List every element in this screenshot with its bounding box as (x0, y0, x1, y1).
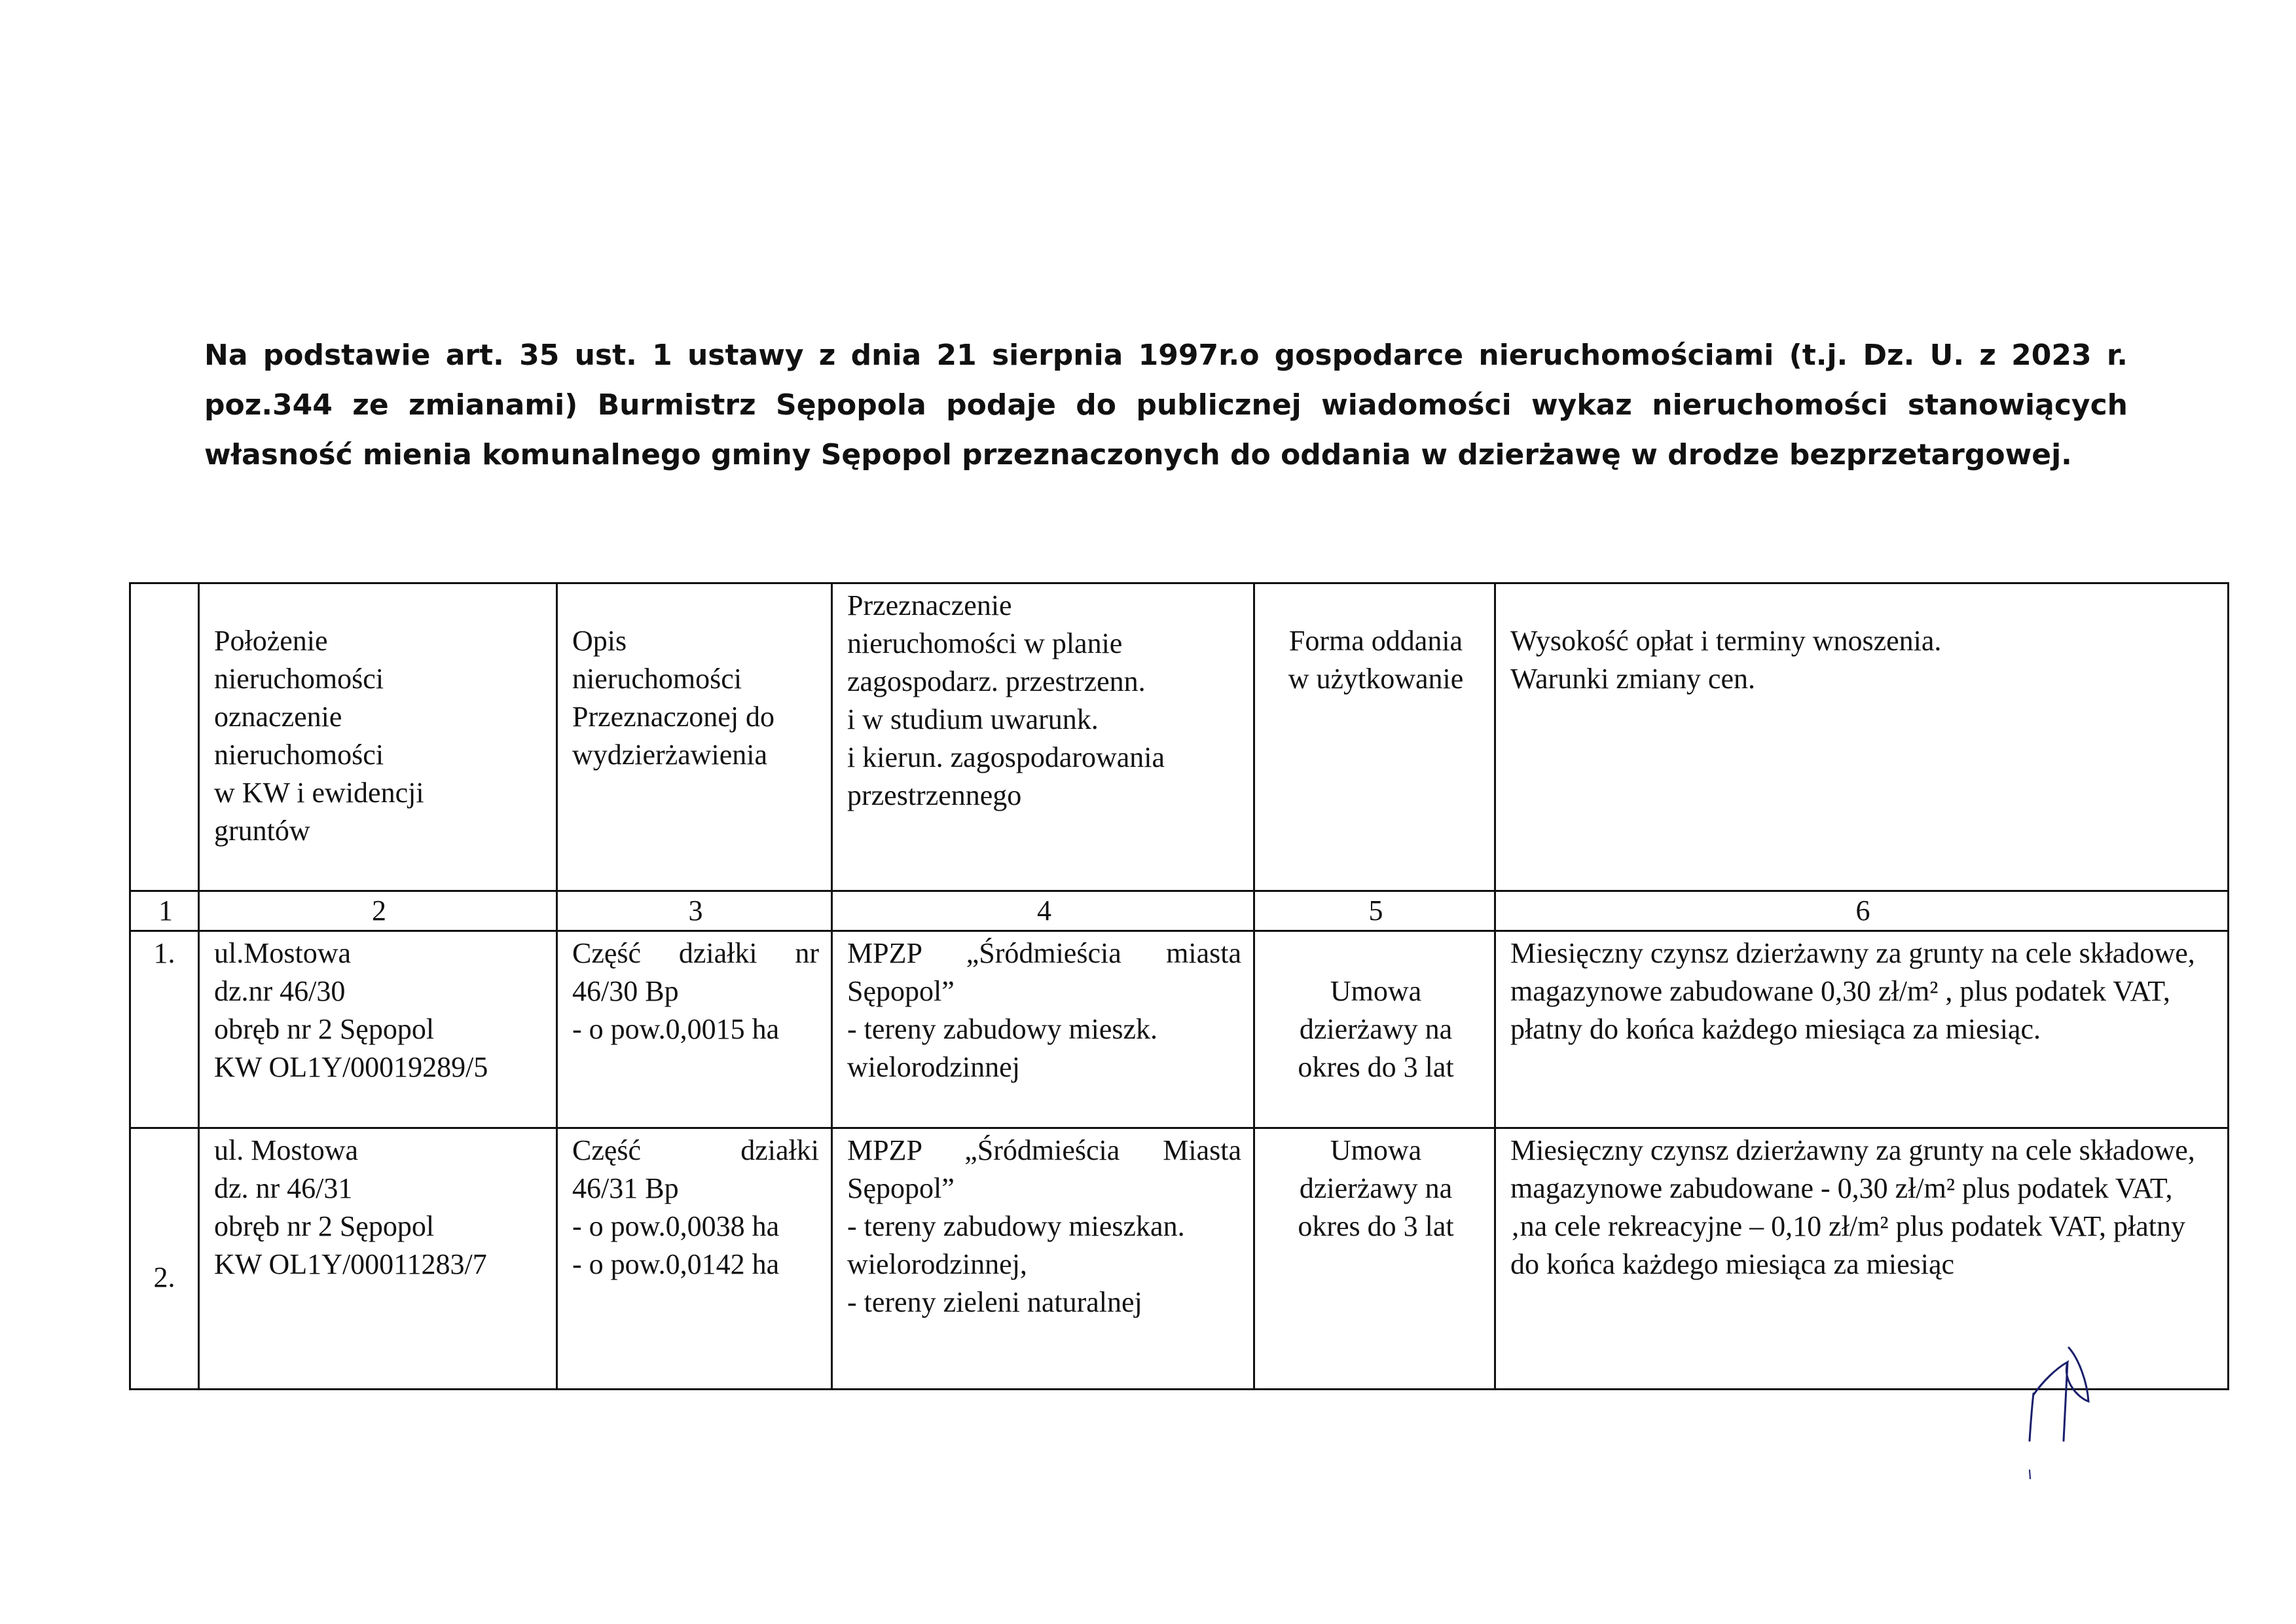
header-form-line: Forma oddania (1288, 625, 1463, 657)
intro-paragraph: Na podstawie art. 35 ust. 1 ustawy z dnia 21 sierpnia 1997r.o gospodarce nieruchomościami (t.j. Dz. U. z 2023 r. poz.344 ze zmianami) Burmistrz Sępopola podaje do publicznej wiadomości wykaz nieruchomości stanowiących własność mienia komunalnego gminy Sępopol przeznaczonych do oddania w dzierżawę w drodze bezprzetargowej. (204, 339, 2128, 471)
header-description-line: wydzierżawienia (572, 739, 768, 771)
purpose-line: MPZP „Śródmieścia Miasta (847, 1134, 1241, 1166)
header-location-line: Położenie (214, 625, 328, 657)
location-line: KW OL1Y/00019289/5 (214, 1051, 488, 1083)
purpose-line: Sępopol” (847, 975, 955, 1007)
column-number: 3 (557, 891, 832, 931)
header-location-line: nieruchomości (214, 739, 384, 771)
location-line: ul.Mostowa (214, 937, 351, 969)
header-purpose-line: zagospodarz. przestrzenn. (847, 665, 1146, 697)
column-number: 6 (1495, 891, 2229, 931)
header-purpose-line: i w studium uwarunk. (847, 703, 1099, 735)
header-fees (1495, 583, 2229, 891)
row-fees: Miesięczny czynsz dzierżawny za grunty na cele składowe, magazynowe zabudowane - 0,30 zł/m² plus podatek VAT, ‚na cele rekreacyjne – 0,10 zł/m² plus podatek VAT, płatny do końca każdego miesiąca za miesiąc (1495, 1128, 2229, 1390)
table-header-row (130, 583, 2229, 891)
header-purpose-line: i kierun. zagospodarowania (847, 741, 1165, 773)
column-number: 4 (832, 891, 1254, 931)
row-form (1254, 931, 1495, 1128)
description-line: - o pow.0,0015 ha (572, 1013, 780, 1045)
purpose-line: wielorodzinnej (847, 1051, 1020, 1083)
header-form (1254, 583, 1495, 891)
handwritten-signature (2016, 1342, 2095, 1480)
description-line: - o pow.0,0142 ha (572, 1248, 780, 1280)
description-line: Część działki (572, 1134, 819, 1166)
header-location-line: oznaczenie (214, 701, 342, 733)
header-description-line: Przeznaczonej do (572, 701, 775, 733)
row-description (557, 1128, 832, 1390)
header-location (199, 583, 557, 891)
description-line: 46/31 Bp (572, 1172, 679, 1204)
header-form-line: w użytkowanie (1288, 663, 1464, 695)
location-line: obręb nr 2 Sępopol (214, 1013, 435, 1045)
row-form (1254, 1128, 1495, 1390)
purpose-line: - tereny zabudowy mieszk. (847, 1013, 1158, 1045)
header-description (557, 583, 832, 891)
row-purpose (832, 931, 1254, 1128)
header-location-line: nieruchomości (214, 663, 384, 695)
form-line: dzierżawy na (1299, 1172, 1453, 1204)
form-line: okres do 3 lat (1298, 1051, 1454, 1083)
header-fees-line: Wysokość opłat i terminy wnoszenia. (1510, 625, 1942, 657)
column-number: 1 (130, 891, 199, 931)
table-row (130, 1128, 2229, 1390)
purpose-line: wielorodzinnej, (847, 1248, 1027, 1280)
row-description (557, 931, 832, 1128)
purpose-line: Sępopol” (847, 1172, 955, 1204)
header-location-line: w KW i ewidencji (214, 777, 424, 809)
purpose-line: MPZP „Śródmieścia miasta (847, 937, 1241, 969)
row-number: 2. (130, 1128, 199, 1390)
header-purpose-line: nieruchomości w planie (847, 627, 1123, 659)
header-description-line: nieruchomości (572, 663, 742, 695)
form-line: Umowa (1330, 1134, 1422, 1166)
description-line: Część działki nr (572, 937, 819, 969)
row-number: 1. (130, 931, 199, 1128)
row-location (199, 931, 557, 1128)
column-number-row (130, 891, 2229, 931)
purpose-line: - tereny zabudowy mieszkan. (847, 1210, 1185, 1242)
property-list-table (129, 582, 2229, 1390)
row-location (199, 1128, 557, 1390)
row-purpose (832, 1128, 1254, 1390)
table-row (130, 931, 2229, 1128)
header-location-line: gruntów (214, 815, 310, 847)
description-line: - o pow.0,0038 ha (572, 1210, 780, 1242)
header-purpose-line: przestrzennego (847, 779, 1022, 811)
location-line: dz.nr 46/30 (214, 975, 346, 1007)
column-number: 2 (199, 891, 557, 931)
form-line: okres do 3 lat (1298, 1210, 1454, 1242)
header-purpose-line: Przeznaczenie (847, 589, 1012, 621)
header-fees-line: Warunki zmiany cen. (1510, 663, 1755, 695)
column-number: 5 (1254, 891, 1495, 931)
location-line: dz. nr 46/31 (214, 1172, 353, 1204)
purpose-line: - tereny zieleni naturalnej (847, 1286, 1142, 1318)
location-line: ul. Mostowa (214, 1134, 358, 1166)
location-line: KW OL1Y/00011283/7 (214, 1248, 487, 1280)
description-line: 46/30 Bp (572, 975, 679, 1007)
header-description-line: Opis (572, 625, 627, 657)
form-line: dzierżawy na (1299, 1013, 1453, 1045)
row-fees: Miesięczny czynsz dzierżawny za grunty na cele składowe, magazynowe zabudowane 0,30 zł/m² , plus podatek VAT, płatny do końca każdego miesiąca za miesiąc. (1495, 931, 2229, 1128)
header-purpose (832, 583, 1254, 891)
header-lp (130, 583, 199, 891)
location-line: obręb nr 2 Sępopol (214, 1210, 435, 1242)
form-line: Umowa (1330, 975, 1422, 1007)
